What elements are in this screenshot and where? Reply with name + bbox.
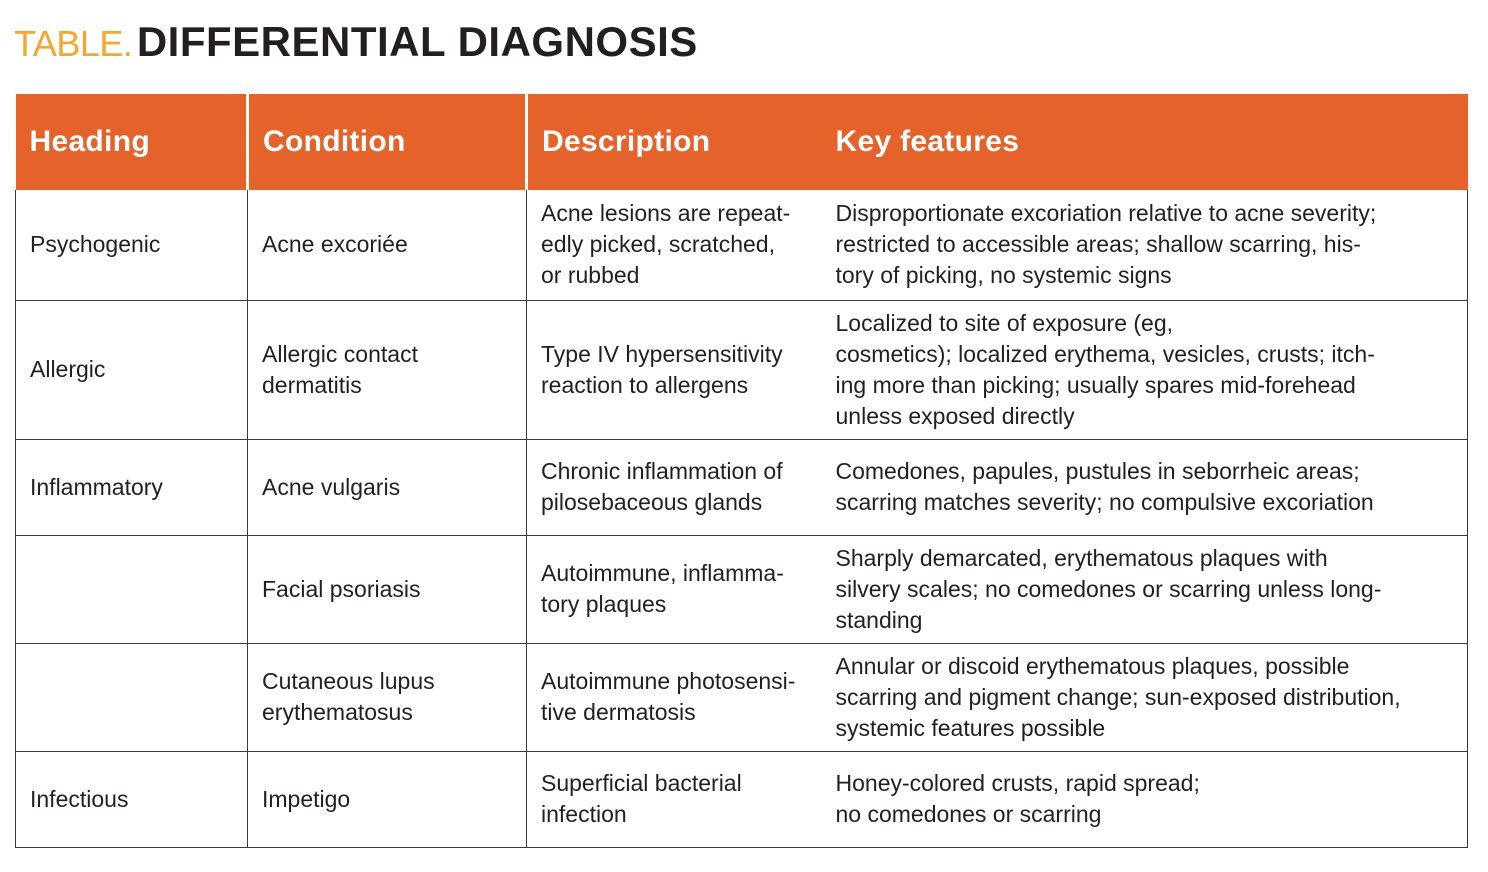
description-cell-line: Autoimmune photosensi- [541, 668, 796, 694]
key-features-cell-line: Comedones, papules, pustules in seborrheic areas; [835, 458, 1360, 484]
header-key-features: Key features [832, 94, 1468, 190]
key-features-cell [832, 535, 1468, 643]
condition-cell-line: Allergic contact [262, 340, 418, 367]
condition-cell [248, 751, 527, 847]
description-cell [527, 300, 832, 439]
heading-cell: Inflammatory [16, 439, 248, 535]
condition-cell-line: erythematosus [262, 699, 413, 725]
header-description: Description [527, 94, 832, 190]
description-cell [527, 535, 832, 643]
condition-cell-line: Cutaneous lupus [262, 668, 435, 694]
condition-cell-line: Facial psoriasis [262, 575, 421, 602]
title-main: DIFFERENTIAL DIAGNOSIS [136, 18, 698, 65]
table-row [16, 643, 1468, 751]
key-features-cell-line: tory of picking, no systemic signs [835, 262, 1172, 289]
key-features-cell-line: cosmetics); localized erythema, vesicles, crusts; itch- [835, 340, 1375, 367]
description-cell-line: pilosebaceous glands [541, 489, 763, 515]
condition-cell-line: Impetigo [262, 785, 351, 812]
heading-cell: Infectious [16, 751, 248, 847]
heading-cell: Psychogenic [16, 190, 248, 300]
header-heading: Heading [16, 94, 248, 190]
description-cell-line: edly picked, scratched, [541, 231, 775, 258]
title-prefix: TABLE. [14, 23, 133, 64]
table-row [16, 751, 1468, 847]
condition-cell [248, 439, 527, 535]
table-title [14, 14, 698, 70]
table-row [16, 190, 1468, 300]
key-features-cell [832, 300, 1468, 439]
key-features-cell-line: standing [835, 606, 923, 633]
key-features-cell-line: restricted to accessible areas; shallow scarring, his- [835, 231, 1361, 258]
condition-cell [248, 535, 527, 643]
heading-cell [16, 643, 248, 751]
description-cell-line: infection [541, 801, 627, 827]
description-cell-line: Acne lesions are repeat- [541, 200, 791, 227]
heading-cell [16, 535, 248, 643]
key-features-cell-line: scarring and pigment change; sun-exposed distribution, [835, 683, 1401, 710]
key-features-cell-line: scarring matches severity; no compulsive excoriation [835, 489, 1374, 515]
description-cell-line: tory plaques [541, 591, 667, 617]
header-row [16, 94, 1468, 190]
description-cell-line: tive dermatosis [541, 699, 696, 725]
description-cell-line: Superficial bacterial [541, 770, 742, 796]
key-features-cell-line: no comedones or scarring [835, 801, 1102, 827]
key-features-cell-line: Honey-colored crusts, rapid spread; [835, 770, 1200, 796]
description-cell-line: Chronic inflammation of [541, 458, 783, 484]
condition-cell-line: Acne excoriée [262, 231, 408, 258]
condition-cell [248, 190, 527, 300]
condition-cell [248, 643, 527, 751]
description-cell [527, 439, 832, 535]
key-features-cell-line: ing more than picking; usually spares mid-forehead [835, 371, 1356, 398]
description-cell-line: reaction to allergens [541, 371, 749, 398]
key-features-cell [832, 751, 1468, 847]
key-features-cell-line: Sharply demarcated, erythematous plaques with [835, 544, 1328, 571]
description-cell [527, 751, 832, 847]
key-features-cell-line: Annular or discoid erythematous plaques, possible [835, 652, 1350, 679]
condition-cell-line: dermatitis [262, 371, 362, 398]
key-features-cell [832, 439, 1468, 535]
description-cell [527, 190, 832, 300]
key-features-cell [832, 190, 1468, 300]
key-features-cell-line: Disproportionate excoriation relative to acne severity; [835, 200, 1377, 227]
table-row [16, 300, 1468, 439]
condition-cell [248, 300, 527, 439]
table-row [16, 535, 1468, 643]
description-cell-line: Type IV hypersensitivity [541, 340, 783, 367]
key-features-cell-line: silvery scales; no comedones or scarring unless long- [835, 575, 1382, 602]
condition-cell-line: Acne vulgaris [262, 473, 401, 500]
key-features-cell-line: unless exposed directly [835, 402, 1075, 429]
table-row [16, 439, 1468, 535]
key-features-cell-line: systemic features possible [835, 714, 1106, 741]
differential-diagnosis-table [15, 94, 1468, 848]
description-cell-line: Autoimmune, inflamma- [541, 560, 784, 586]
description-cell [527, 643, 832, 751]
header-condition: Condition [248, 94, 527, 190]
heading-cell: Allergic [16, 300, 248, 439]
key-features-cell [832, 643, 1468, 751]
key-features-cell-line: Localized to site of exposure (eg, [835, 309, 1174, 336]
description-cell-line: or rubbed [541, 262, 640, 289]
